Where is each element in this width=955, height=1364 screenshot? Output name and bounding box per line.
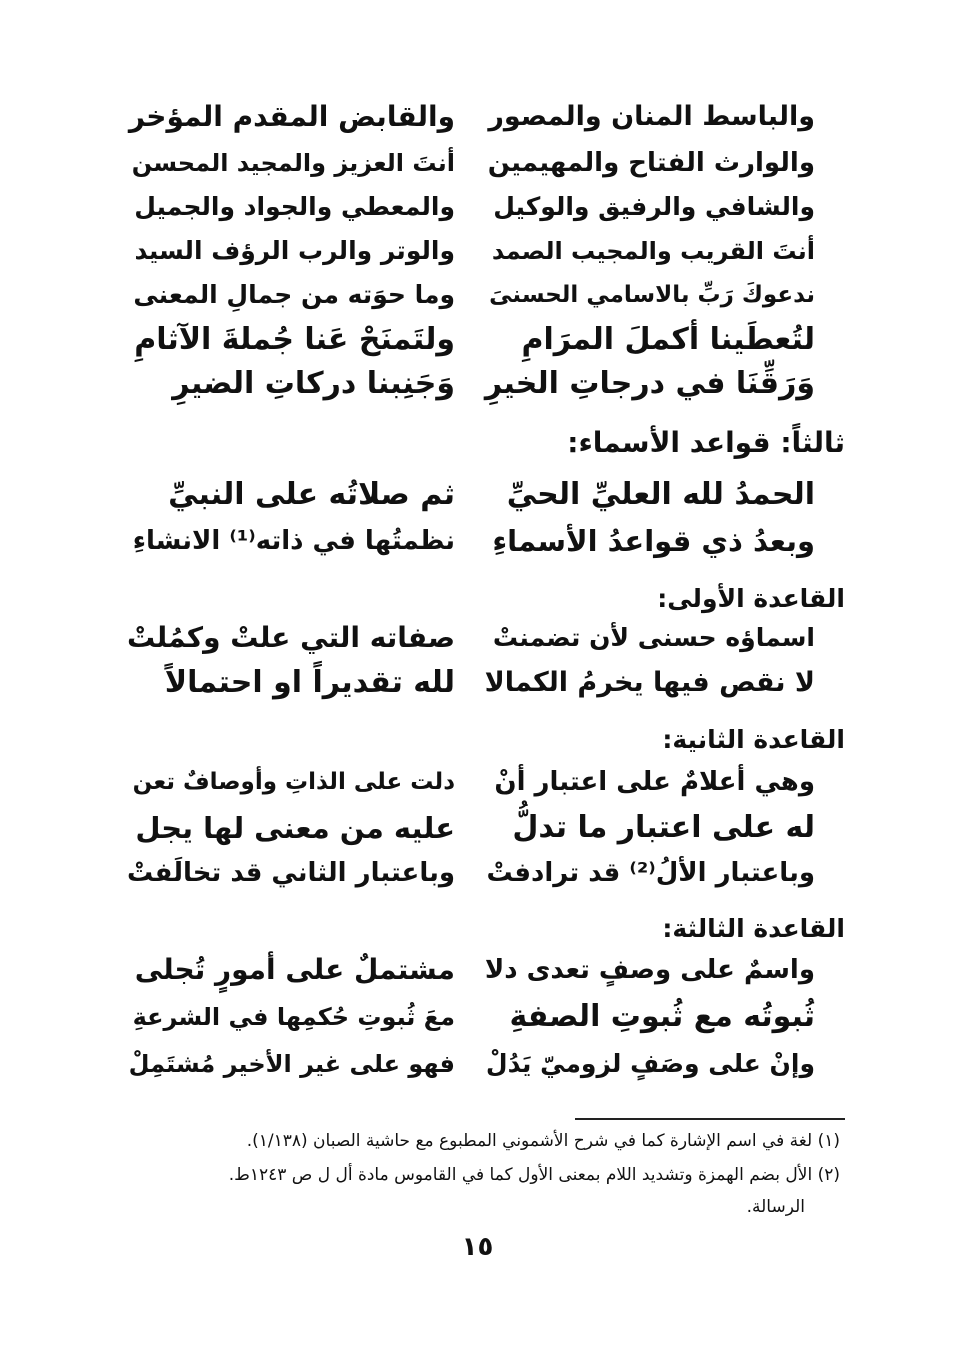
verse-right: وهي أعلامٌ على اعتبار أنْ	[494, 767, 815, 797]
verse-left: مشتملٌ على أمورٍ تُجلى	[134, 953, 455, 986]
verse-right: لا نقص فيها يخرمُ الكمالا	[484, 667, 815, 698]
verse-left: ولتَمنَحْ عَنا جُملةَ الآثامِ	[134, 322, 455, 357]
verse-right: الحمدُ لله العليِّ الحيِّ	[506, 477, 815, 512]
verse-left: والقابض المقدم المؤخر	[128, 100, 455, 133]
section-heading: ثالثاً: قواعد الأسماء:	[567, 426, 845, 459]
verse-right: لتُعطَينا أكملَ المرَامِ	[521, 322, 815, 357]
verse-left: أنتَ العزيز والمجيد المحسن	[131, 149, 455, 177]
footnote-separator	[575, 1118, 845, 1120]
verse-left: صفاته التي علتْ وكمُلتْ	[126, 621, 455, 654]
verse-left: والمعطي والجواد والجميل	[134, 192, 455, 221]
verse-right: له على اعتبار ما تدلُّ	[512, 810, 815, 845]
verse-right: وباعتبار الألُ⁽²⁾ قد ترادفتْ	[486, 858, 815, 888]
verse-right: ندعوكَ رَبِّ بالاسامي الحسنىَ	[489, 282, 815, 308]
verse-right: أنتَ القريب والمجيب الصمد	[491, 237, 815, 265]
verse-left: وَجَنِبنا دركاتِ الضيرِ	[172, 366, 455, 401]
rule-heading: القاعدة الثالثة:	[662, 914, 845, 943]
verse-left: معَ ثُبوتِ حُكمِها في الشرعةِ	[132, 1003, 455, 1031]
verse-left: ثم صلاتُه على النبيِّ	[168, 477, 455, 512]
verse-left: وما حوَته من جمالِ المعنى	[133, 280, 455, 309]
verse-left: دلت على الذاتِ وأوصافٌ تعن	[132, 769, 455, 795]
page-number: ١٥	[461, 1232, 494, 1262]
verse-left: فهو على غير الأخير مُشتَمِلْ	[128, 1050, 455, 1078]
verse-right: والباسط المنان والمصور	[488, 101, 815, 132]
footnote-1: (١) لغة في اسم الإشارة كما في شرح الأشموني المطبوع مع حاشية الصبان (١/١٣٨).	[246, 1131, 840, 1151]
verse-left: لله تقديراً او احتمالاً	[164, 665, 455, 700]
verse-right: واسمٌ على وصفٍ تعدى دلا	[484, 955, 815, 985]
verse-left: عليه من معنى لها يجل	[135, 811, 455, 845]
verse-right: والشافي والرفيق والوكيل	[493, 192, 815, 221]
footnote-2: (٢) الأل بضم الهمزة وتشديد اللام بمعنى الأول كما في القاموس مادة أل ل ص ١٢٤٣ط.	[228, 1165, 840, 1185]
rule-heading: القاعدة الثانية:	[662, 725, 845, 754]
verse-right: وَرَقِّنَا في درجاتِ الخيرِ	[484, 366, 815, 401]
verse-left: وباعتبار الثاني قد تخالَفتْ	[127, 858, 455, 888]
rule-heading: القاعدة الأولى:	[657, 584, 845, 613]
verse-right: ثُبوتُه مع ثُبوتِ الصفةِ	[509, 999, 815, 1034]
verse-left: نظمتُها في ذاته⁽¹⁾ الانشاءِ	[132, 526, 455, 556]
verse-right: وبعدُ ذي قواعدُ الأسماءِ	[492, 524, 815, 558]
verse-right: اسماؤه حسنى لأن تضمنتْ	[492, 623, 815, 652]
verse-right: وإنْ على وصَفٍ لزوميّ يَدُلْ	[485, 1049, 815, 1078]
footnote-2-continuation: الرسالة.	[746, 1197, 805, 1217]
verse-right: والوارث الفتاح والمهيمين	[487, 148, 815, 178]
verse-left: والوتر والرب الرؤف السيد	[134, 236, 455, 265]
